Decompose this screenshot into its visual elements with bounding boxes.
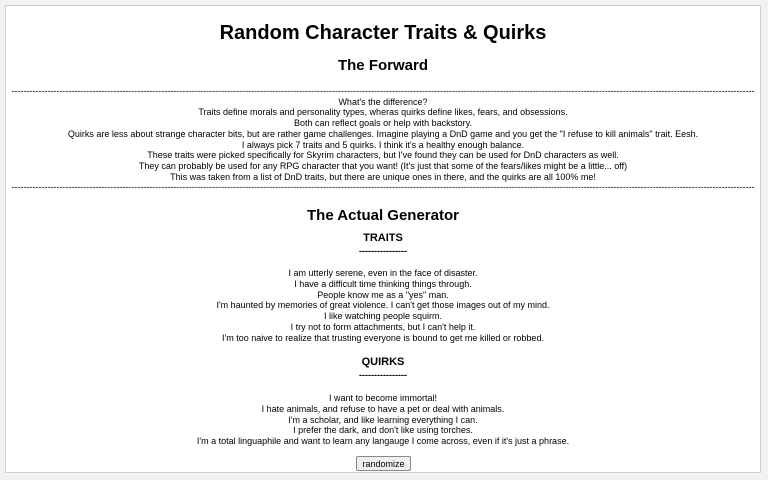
forward-line: Traits define morals and personality types, wheras quirks define likes, fears, and obsessions.: [198, 107, 568, 118]
forward-line: I always pick 7 traits and 5 quirks. I think it's a healthy enough balance.: [241, 139, 525, 150]
forward-line: Both can reflect goals or help with backstory.: [294, 118, 472, 129]
trait-item: I'm too naive to realize that trusting everyone is bound to get me killed or robbed.: [222, 332, 544, 343]
trait-item: I'm haunted by memories of great violence. I can't get those images out of my mind.: [216, 300, 550, 311]
trait-item: I try not to form attachments, but I can't help it.: [290, 321, 476, 332]
quirk-item: I prefer the dark, and don't like using torches.: [293, 425, 473, 436]
quirks-list: [6, 393, 760, 447]
trait-item: I like watching people squirm.: [323, 311, 443, 322]
forward-divider-bottom: --------------------------------------------------------------------------------------------------------------------------------------------------------------------------------------------------------------------------------------------------------: [11, 182, 755, 193]
page-title: Random Character Traits & Quirks: [219, 22, 547, 44]
traits-dashes: ----------------: [359, 246, 407, 256]
quirk-item: I hate animals, and refuse to have a pet or deal with animals.: [261, 403, 505, 414]
generator-heading: The Actual Generator: [307, 207, 459, 224]
forward-line: They can probably be used for any RPG character that you want! (It's just that some of the fears/likes might be a little... off): [138, 160, 628, 171]
quirk-item: I want to become immortal!: [328, 393, 438, 403]
forward-section: [6, 86, 760, 193]
forward-line: These traits were picked specifically for Skyrim characters, but I've found they can be used for DnD characters as well.: [147, 150, 619, 161]
trait-item: I have a difficult time thinking things through.: [294, 278, 472, 289]
quirks-heading: QUIRKS: [361, 356, 405, 368]
quirk-item: I'm a scholar, and like learning everything I can.: [288, 414, 478, 425]
traits-heading: TRAITS: [363, 232, 403, 244]
forward-heading: The Forward: [337, 57, 428, 74]
forward-line: Quirks are less about strange character bits, but are rather game challenges. Imagine playing a DnD game and you get the "I refuse to kill animals" trait. Eesh.: [67, 128, 699, 139]
randomize-button[interactable]: randomize: [356, 456, 411, 471]
forward-line: This was taken from a list of DnD traits, but there are unique ones in there, and the quirks are all 100% me!: [170, 171, 596, 182]
quirks-dashes: ----------------: [359, 370, 407, 380]
traits-list: [6, 268, 760, 344]
trait-item: I am utterly serene, even in the face of disaster.: [288, 268, 478, 278]
page-container: [5, 5, 761, 473]
quirk-item: I'm a total linguaphile and want to learn any langauge I come across, even if it's just a phrase.: [196, 436, 570, 447]
forward-divider-top: --------------------------------------------------------------------------------------------------------------------------------------------------------------------------------------------------------------------------------------------------------: [11, 86, 755, 96]
trait-item: People know me as a "yes" man.: [317, 289, 449, 300]
forward-line: What's the difference?: [338, 96, 428, 107]
